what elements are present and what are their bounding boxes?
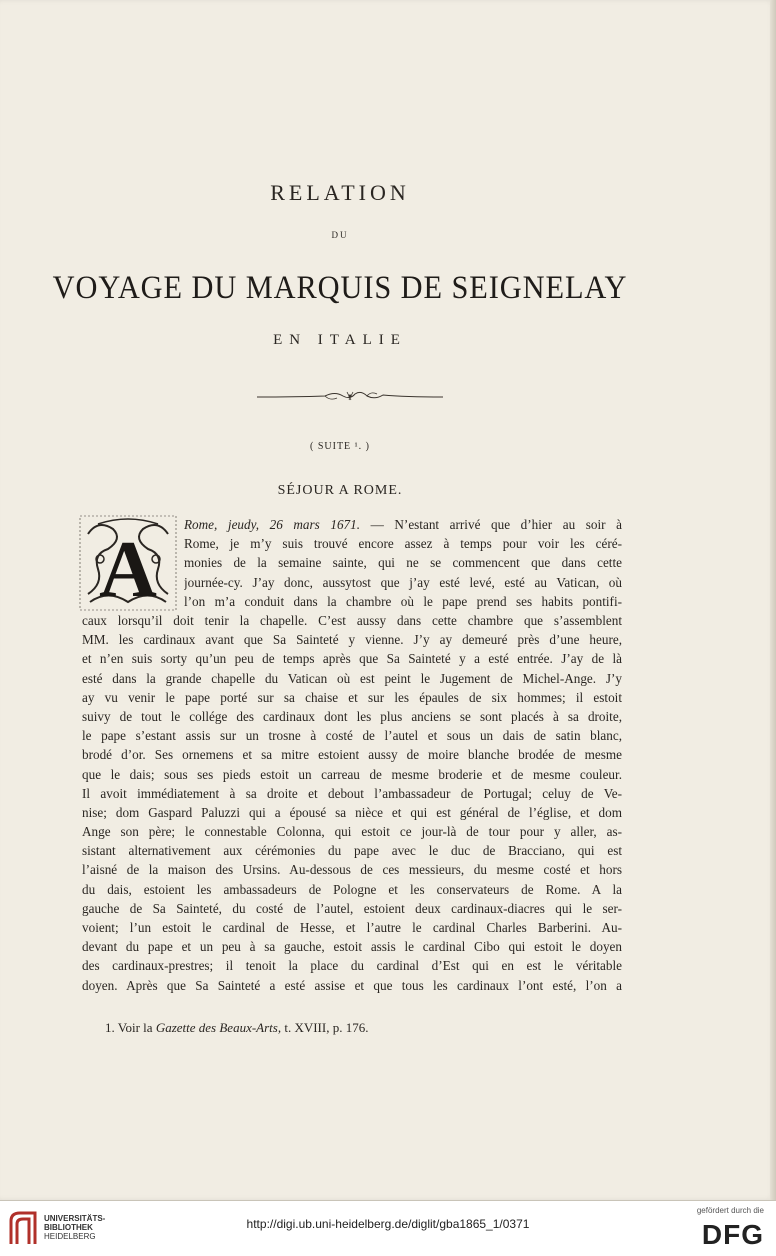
text-line: suivy de tout le collége des cardinaux dont les plus anciens se sont placés à sa droite,: [82, 708, 622, 724]
footnote-number: 1.: [105, 1020, 115, 1035]
text-line: esté dans la grande chapelle du Vatican où est peint le Jugement de Michel-Ange. J’y: [82, 670, 622, 686]
library-line3: HEIDELBERG: [44, 1232, 96, 1241]
section-heading: SÉJOUR A ROME.: [277, 483, 403, 498]
footnote: [105, 1020, 625, 1036]
footnote-journal: Gazette des Beaux-Arts,: [155, 1020, 282, 1035]
text-line: Ange son père; le connestable Colonna, qui estoit ce jour-là de tour pour y aller, as-: [82, 824, 622, 840]
text-line: que le dais; sous ses pieds estoit un carreau de mesme broderie et de mesme couleur.: [82, 766, 622, 782]
text-line: [184, 515, 622, 534]
text-line: brodé d’or. Ses ornemens et sa mitre estoient aussy de moire blanche brodée de mesme: [82, 747, 622, 763]
footnote-prefix: Voir la: [117, 1020, 153, 1035]
footer-bar: [0, 1200, 776, 1256]
footnote-reference: t. XVIII, p. 176.: [284, 1020, 369, 1035]
text-span: — N’estant arrivé que d’hier au soir à: [360, 517, 622, 532]
dfg-logo: DFG: [701, 1219, 764, 1250]
text-span: l’on m’a conduit dans la chambre où le pape prend ses habits pontifi-: [184, 593, 622, 609]
funded-by-text: gefördert durch die: [696, 1206, 764, 1215]
text-line: des cardinaux-prestres; il tenoit la place du cardinal d’Est qui en est le véritable: [82, 958, 622, 974]
title-relation: RELATION: [270, 180, 410, 205]
text-line: devant du pape et un peu à sa gauche, estoit assis le cardinal Cibo qui estoit le doyen: [82, 939, 622, 955]
text-line: sistant alternativement aux cérémonies du pape avec le duc de Bracciano, qui est: [82, 843, 622, 859]
dropcap-letter: A: [99, 526, 157, 612]
text-line: l’aisné de la maison des Ursins. Au-dessous de ces messieurs, du mesme costé et hors: [82, 862, 622, 878]
text-line: voient; l’un estoit le cardinal de Hesse, et l’autre le cardinal Charles Barberini. Au-: [82, 920, 622, 935]
text-line: nise; dom Gaspard Paluzzi qui a épousé sa nièce et qui est général de l’église, et dom: [82, 804, 622, 820]
text-line: [184, 592, 622, 611]
suite-note: ( SUITE ¹. ): [310, 441, 370, 452]
page-edge: [770, 0, 776, 1200]
text-line: caux lorsqu’il doit tenir la chapelle. C’est aussy dans cette chambre que s’assemblent: [82, 613, 622, 628]
text-line: gauche de Sa Sainteté, du costé de l’autel, estoient deux cardinaux-diacres qui le ser-: [82, 900, 622, 916]
title-en-italie: EN ITALIE: [273, 332, 407, 348]
text-line: ay vu venir le pape porté sur sa chaise et sur les épaules de six hommes; il estoit: [82, 689, 622, 705]
text-span: Rome, je m’y suis trouvé encore assez à temps pour voir les céré-: [184, 536, 622, 552]
first-paragraph-lines: [184, 515, 622, 611]
text-line: [184, 573, 622, 592]
date-italic: Rome, jeudy, 26 mars 1671.: [184, 517, 361, 532]
text-line: du dais, estoient les ambassadeurs de Pologne et les conservateurs de Rome. A la: [82, 881, 622, 897]
permalink-url[interactable]: http://digi.ub.uni-heidelberg.de/diglit/gba1865_1/0371: [246, 1217, 530, 1231]
title-du: DU: [331, 230, 349, 240]
text-line: doyen. Après que Sa Sainteté a esté assise et que tous les cardinaux l’ont esté, l’on a: [82, 977, 622, 993]
decorative-initial-a: [78, 514, 178, 612]
text-span: monies de la semaine sainte, qui ne se commencent que dans cette: [184, 555, 622, 571]
text-line: le pape s’estant assis sur un trosne à costé de l’autel et sous un dais de satin blanc,: [82, 728, 622, 744]
library-line2: BIBLIOTHEK: [44, 1223, 93, 1232]
body-text: [82, 611, 622, 995]
text-line: [184, 534, 622, 553]
text-line: MM. les cardinaux avant que Sa Sainteté y vienne. J’y ay demeuré près d’une heure,: [82, 632, 622, 648]
title-main: VOYAGE DU MARQUIS DE SEIGNELAY: [52, 270, 628, 306]
text-line: [184, 553, 622, 572]
ornament-divider-icon: [255, 388, 445, 404]
text-span: journée-cy. J’ay donc, aussytost que j’ay esté levé, esté au Vatican, où: [184, 574, 622, 590]
library-line1: UNIVERSITÄTS-: [44, 1214, 106, 1223]
text-line: et n’en suis sorty qu’un peu de temps après que Sa Sainteté y a esté entrée. J’ay de là: [82, 651, 622, 667]
text-line: Il avoit immédiatement à sa droite et debout l’ambassadeur de Portugal; celuy de Ve-: [82, 785, 622, 801]
